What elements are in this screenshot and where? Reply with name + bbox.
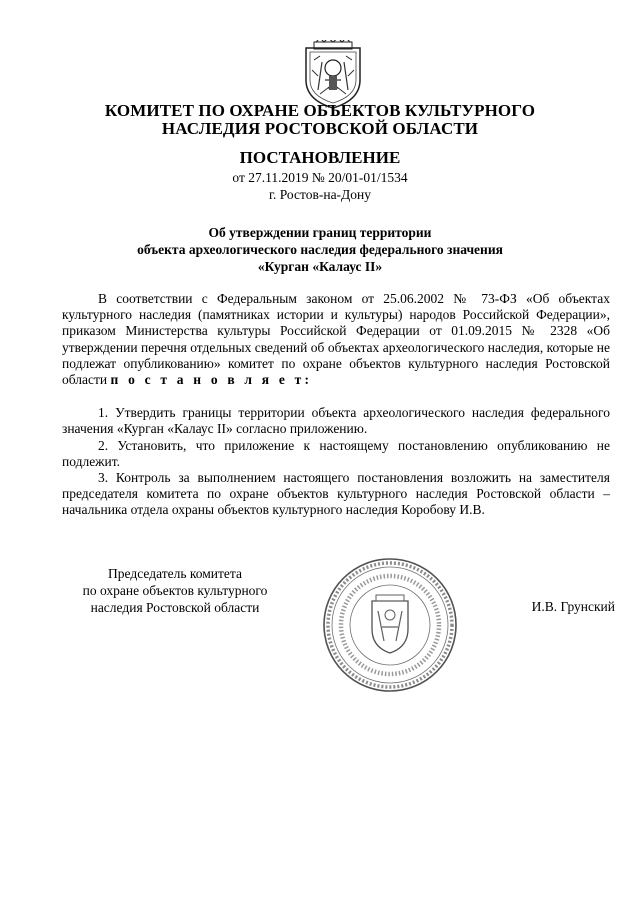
subject-line2: объекта археологического наследия федерального значения (137, 242, 503, 257)
subject-line1: Об утверждении границ территории (208, 225, 432, 240)
rostov-oblast-coat-of-arms-icon (300, 40, 366, 110)
signature-position-line3: наследия Ростовской области (90, 600, 260, 615)
signatory-name: И.В. Грунский (531, 599, 615, 614)
item-1: 1. Утвердить границы территории объекта археологического наследия федерального значения «Курган «Калаус II» согласно приложению. (62, 405, 610, 437)
official-seal (320, 555, 460, 695)
decree-word: п о с т а н о в л я е т: (110, 372, 313, 388)
document-date-number: от 27.11.2019 № 20/01-01/1534 (232, 170, 408, 185)
document-body (62, 291, 610, 519)
coat-of-arms-emblem (300, 40, 366, 110)
document-title: ПОСТАНОВЛЕНИЕ (239, 148, 401, 167)
document-city: г. Ростов-на-Дону (268, 187, 371, 202)
round-official-seal-icon (320, 555, 460, 695)
item-3: 3. Контроль за выполнением настоящего постановления возложить на заместителя председателя комитета по охране объектов культурного наследия Ростовской области – начальника отдела охраны объектов культурного наследия Коробову И.В. (62, 470, 610, 518)
committee-name-line1: КОМИТЕТ ПО ОХРАНЕ ОБЪЕКТОВ КУЛЬТУРНОГО (104, 101, 536, 120)
item-2: 2. Установить, что приложение к настоящему постановлению опубликованию не подлежит. (62, 437, 610, 469)
signature-position-line1: Председатель комитета (108, 566, 242, 581)
committee-name-line2: НАСЛЕДИЯ РОСТОВСКОЙ ОБЛАСТИ (161, 119, 479, 138)
subject-line3: «Курган «Калаус II» (257, 259, 383, 274)
preamble-paragraph (62, 291, 610, 388)
signature-position-line2: по охране объектов культурного (82, 583, 268, 598)
preamble-text: В соответствии с Федеральным законом от 25.06.2002 № 73-ФЗ «Об объектах культурного наследия (памятниках истории и культуры) народов Российской Федерации», приказом Министерства культуры Российской Федерации от 01.09.2015 № 2328 «Об утверждении перечня отдельных сведений об объектах археологического наследия, которые не подлежат опубликованию» комитет по охране объектов культурного наследия Ростовской области (62, 291, 610, 388)
